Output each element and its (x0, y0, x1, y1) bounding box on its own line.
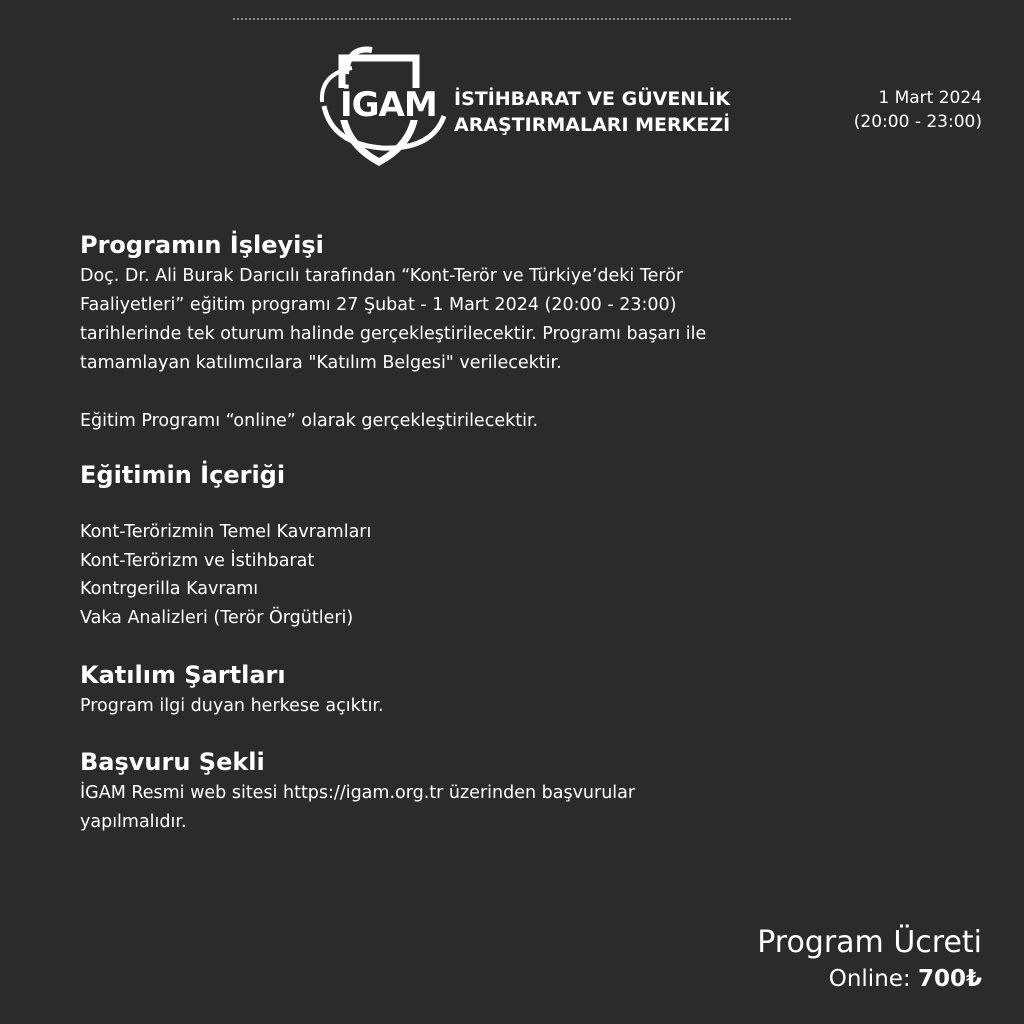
org-name-line-1: İSTİHBARAT VE GÜVENLİK (454, 88, 731, 110)
list-item: Kontrgerilla Kavramı (80, 579, 259, 599)
spacer (80, 632, 840, 658)
top-dotted-divider (233, 18, 791, 20)
fee-title: Program Ücreti (757, 925, 982, 960)
spacer (80, 436, 840, 458)
main-content (80, 228, 840, 837)
process-body-line-2: Faaliyetleri” eğitim programı 27 Şubat - 1 Mart 2024 (20:00 - 23:00) (80, 295, 677, 315)
application-body-line-2: yapılmalıdır. (80, 812, 187, 832)
section-title-content: Eğitimin İçeriği (80, 461, 286, 489)
fee-amount: 700₺ (917, 966, 982, 992)
program-fee (757, 924, 982, 996)
requirements-body: Program ilgi duyan herkese açıktır. (80, 696, 384, 716)
list-item: Kont-Terörizm ve İstihbarat (80, 550, 315, 571)
event-date: 1 Mart 2024 (878, 88, 982, 108)
application-body-line-1: İGAM Resmi web sitesi https://igam.org.tr üzerinden başvurular (80, 783, 636, 803)
org-name-line-2: ARAŞTIRMALARI MERKEZİ (454, 114, 731, 136)
section-title-process: Programın İşleyişi (80, 231, 324, 259)
organization-logo (312, 44, 732, 170)
spacer (80, 378, 840, 407)
fee-line (757, 962, 982, 996)
list-item: Kont-Terörizmin Temel Kavramları (80, 522, 372, 542)
spacer (80, 492, 840, 518)
process-body-line-1: Doç. Dr. Ali Burak Darıcılı tarafından “Kont-Terör ve Türkiye’deki Terör (80, 266, 684, 286)
event-time: (20:00 - 23:00) (853, 112, 982, 132)
list-item: Vaka Analizleri (Terör Örgütleri) (80, 607, 354, 628)
process-body-line-4: tamamlayan katılımcılara "Katılım Belgesi" verilecektir. (80, 353, 562, 373)
online-note: Eğitim Programı “online” olarak gerçekleştirilecektir. (80, 411, 539, 431)
process-body-line-3: tarihlerinde tek oturum halinde gerçekleştirilecektir. Programı başarı ile (80, 324, 707, 344)
logo-text: İGAM (340, 85, 437, 125)
igam-emblem-icon (312, 44, 452, 170)
event-date-time (854, 86, 982, 134)
content-list (80, 518, 840, 632)
fee-label: Online: (828, 966, 911, 992)
section-title-application: Başvuru Şekli (80, 748, 265, 776)
section-title-requirements: Katılım Şartları (80, 661, 286, 689)
organization-name (454, 86, 730, 138)
spacer (80, 721, 840, 745)
